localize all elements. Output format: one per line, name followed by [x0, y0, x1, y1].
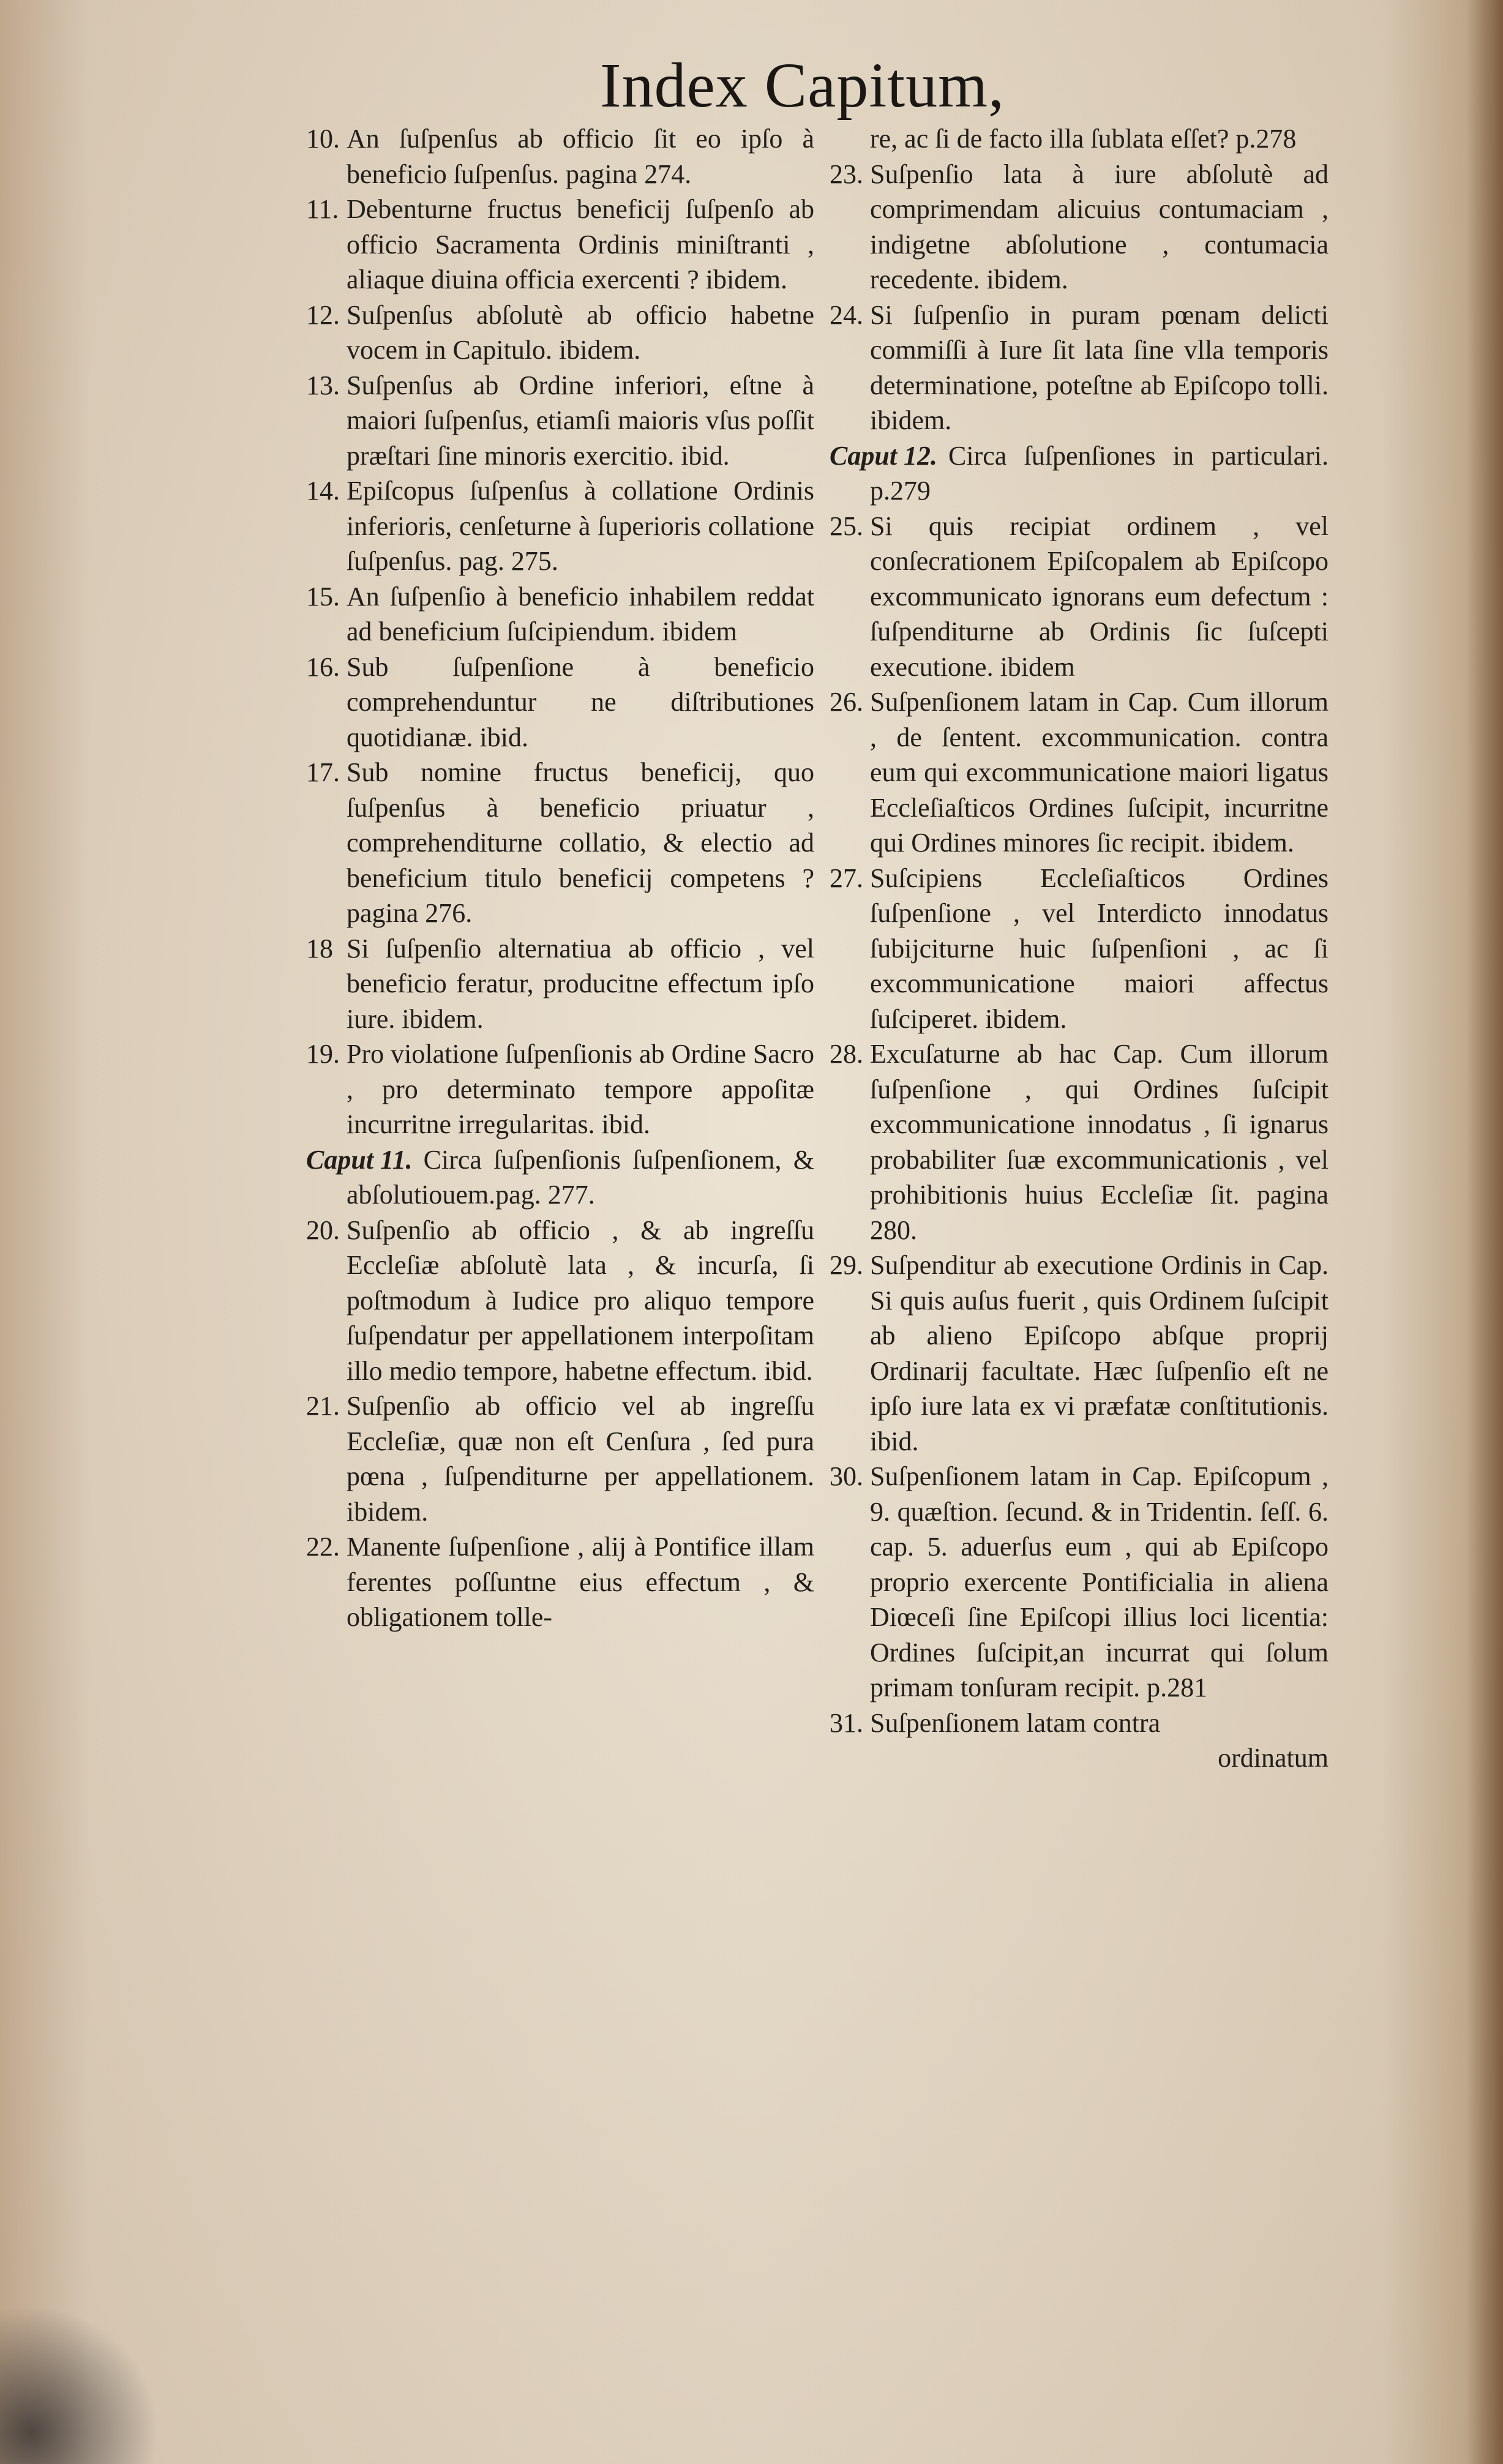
chapter-heading: Caput 12. Circa ſuſpenſiones in particulari. p.279: [830, 440, 1329, 506]
index-entry: 14. Epiſcopus ſuſpenſus à collatione Ordinis inferioris, cenſeturne à ſuperioris collatione ſuſpenſus. pag. 275.: [306, 476, 814, 576]
index-entry: 25. Si quis recipiat ordinem , vel conſecrationem Epiſcopalem ab Epiſcopo excommunicato ignorans eum defectum : ſuſpenditurne ab Ordinis ſic ſuſcepti executione. ibidem: [830, 511, 1329, 682]
left-column: [306, 121, 814, 1635]
right-column: [830, 121, 1329, 1776]
index-entry: 23. Suſpenſio lata à iure abſolutè ad comprimendam alicuius contumaciam , indigetne abſolutione , contumacia recedente. ibidem.: [830, 159, 1329, 294]
index-entry: 30. Suſpenſionem latam in Cap. Epiſcopum , 9. quæſtion. ſecund. & in Tridentin. ſeſſ. 6. cap. 5. aduerſus eum , qui ab Epiſcopo proprio exercente Pontificialia in aliena Diœceſi ſine Epiſcopi illius loci licentia: Ordines ſuſcipit,an incurrat qui ſolum primam tonſuram recipit. p.281: [830, 1461, 1329, 1702]
index-entry: 29. Suſpenditur ab executione Ordinis in Cap. Si quis auſus fuerit , quis Ordinem ſuſcipit ab alieno Epiſcopo abſque proprij Ordinarij facultate. Hæc ſuſpenſio eſt ne ipſo iure lata ex vi præfatæ conſtitutionis. ibid.: [830, 1250, 1329, 1456]
index-entry: 12. Suſpenſus abſolutè ab officio habetne vocem in Capitulo. ibidem.: [306, 299, 814, 365]
index-entry: 10. An ſuſpenſus ab officio ſit eo ipſo à beneficio ſuſpenſus. pagina 274.: [306, 124, 814, 189]
index-entry: 31. Suſpenſionem latam contra: [830, 1707, 1161, 1738]
index-entry: 17. Sub nomine fructus beneficij, quo ſuſpenſus à beneficio priuatur , comprehenditurne collatio, & electio ad beneficium titulo beneficij competens ? pagina 276.: [306, 757, 814, 928]
index-entry: 22. Manente ſuſpenſione , alij à Pontifice illam ferentes poſſuntne eius effectum , & obligationem tolle-: [306, 1532, 814, 1632]
index-entry: 11. Debenturne fructus beneficij ſuſpenſo ab officio Sacramenta Ordinis miniſtranti , aliaque diuina officia exercenti ? ibidem.: [306, 194, 814, 294]
index-entry: 20. Suſpenſio ab officio , & ab ingreſſu Eccleſiæ abſolutè lata , & incurſa, ſi poſtmodum à Iudice pro aliquo tempore ſuſpendatur per appellationem interpoſitam illo medio tempore, habetne effectum. ibid.: [306, 1215, 814, 1386]
page-title: Index Capitum,: [600, 50, 1005, 121]
catchword: ordinatum: [1218, 1743, 1329, 1773]
index-entry: 21. Suſpenſio ab officio vel ab ingreſſu Eccleſiæ, quæ non eſt Cenſura , ſed pura pœna , ſuſpenditurne per appellationem. ibidem.: [306, 1391, 814, 1527]
index-entry: 27. Suſcipiens Eccleſiaſticos Ordines ſuſpenſione , vel Interdicto innodatus ſubijciturne huic ſuſpenſioni , ac ſi excommunicatione maiori affectus ſuſciperet. ibidem.: [830, 863, 1329, 1034]
chapter-heading: Caput 11. Circa ſuſpenſionis ſuſpenſionem, & abſolutiouem.pag. 277.: [306, 1144, 814, 1210]
index-entry: 24. Si ſuſpenſio in puram pœnam delicti commiſſi à Iure ſit lata ſine vlla temporis determinatione, poteſtne ab Epiſcopo tolli. ibidem.: [830, 299, 1329, 435]
page-corner-stain: [0, 2305, 159, 2464]
page-edge-shadow: [1466, 0, 1503, 2464]
index-entry: 13. Suſpenſus ab Ordine inferiori, eſtne à maiori ſuſpenſus, etiamſi maioris vſus poſſit præſtari ſine minoris exercitio. ibid.: [306, 370, 814, 471]
index-entry: 18 Si ſuſpenſio alternatiua ab officio , vel beneficio feratur, producitne effectum ipſo iure. ibidem.: [306, 933, 814, 1034]
index-entry: 19. Pro violatione ſuſpenſionis ab Ordine Sacro , pro determinato tempore appoſitæ incurritne irregularitas. ibid.: [306, 1039, 814, 1139]
index-entry: 15. An ſuſpenſio à beneficio inhabilem reddat ad beneficium ſuſcipiendum. ibidem: [306, 581, 814, 646]
index-entry-continuation: re, ac ſi de facto illa ſublata eſſet? p.278: [870, 124, 1297, 154]
index-entry: 16. Sub ſuſpenſione à beneficio comprehenduntur ne diſtributiones quotidianæ. ibid.: [306, 651, 814, 752]
index-entry: 28. Excuſaturne ab hac Cap. Cum illorum ſuſpenſione , qui Ordines ſuſcipit excommunicatione innodatus , ſi ignarus probabiliter ſuæ excommunicationis , vel prohibitionis huius Eccleſiæ ſit. pagina 280.: [830, 1039, 1329, 1245]
index-entry: 26. Suſpenſionem latam in Cap. Cum illorum , de ſentent. excommunication. contra eum qui excommunicatione maiori ligatus Eccleſiaſticos Ordines ſuſcipit, incurritne qui Ordines minores ſic recipit. ibidem.: [830, 687, 1329, 858]
